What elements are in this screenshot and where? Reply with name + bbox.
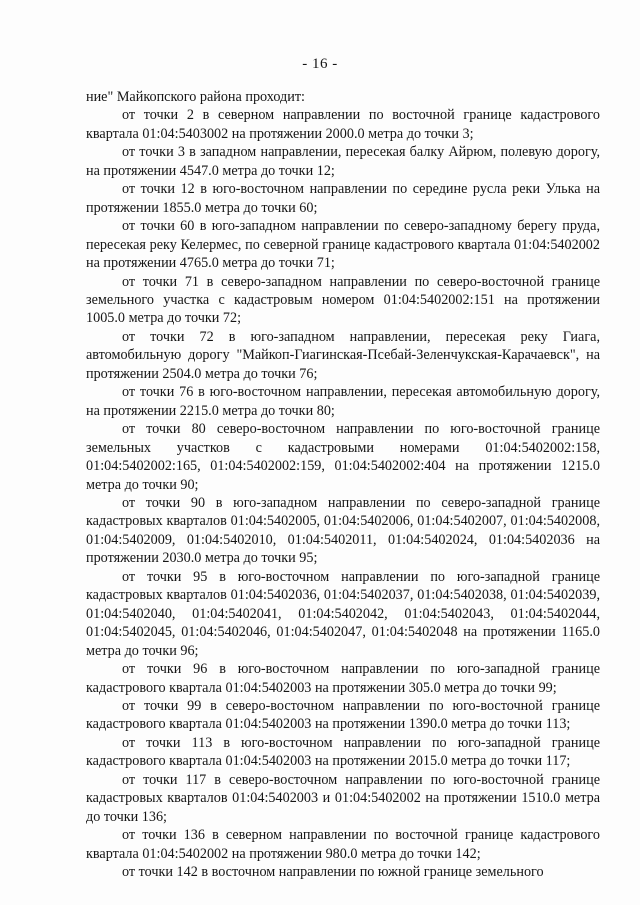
paragraph-point-136: от точки 136 в северном направлении по восточной границе кадастрового квартала 01:04:5402002 на протяжении 980.0 метра до точки 142;	[86, 827, 600, 862]
paragraph-continuation: ние" Майкопского района проходит:	[86, 89, 305, 105]
paragraph-point-96: от точки 96 в юго-восточном направлении по юго-западной границе кадастрового квартала 01:04:5402003 на протяжении 305.0 метра до точки 99;	[86, 661, 600, 696]
paragraph-point-2: от точки 2 в северном направлении по восточной границе кадастрового квартала 01:04:5403002 на протяжении 2000.0 метра до точки 3;	[86, 107, 600, 142]
paragraph-point-12: от точки 12 в юго-восточном направлении по середине русла реки Улька на протяжении 1855.0 метра до точки 60;	[86, 181, 600, 216]
paragraph-point-95: от точки 95 в юго-восточном направлении по юго-западной границе кадастровых кварталов 01:04:5402036, 01:04:5402037, 01:04:5402038, 01:04:5402039, 01:04:5402040, 01:04:5402041, 01:04:5402042, 01:04:5402043, 01:04:5402044, 01:04:5402045, 01:04:5402046, 01:04:5402047, 01:04:5402048 на протяжении 1165.0 метра до точки 96;	[86, 568, 600, 659]
paragraph-point-76: от точки 76 в юго-восточном направлении, пересекая автомобильную дорогу, на протяжении 2215.0 метра до точки 80;	[86, 384, 600, 419]
paragraph-point-113: от точки 113 в юго-восточном направлении по юго-западной границе кадастрового квартала 01:04:5402003 на протяжении 2015.0 метра до точки 117;	[86, 734, 600, 770]
paragraph-point-99: от точки 99 в северо-восточном направлении по юго-восточной границе кадастрового квартала 01:04:5402003 на протяжении 1390.0 метра до точки 113;	[86, 697, 600, 733]
paragraph-point-71: от точки 71 в северо-западном направлении по северо-восточной границе земельного участка с кадастровым номером 01:04:5402002:151 на протяжении 1005.0 метра до точки 72;	[86, 273, 600, 327]
paragraph-point-72: от точки 72 в юго-западном направлении, пересекая реку Гиага, автомобильную дорогу "Майкоп-Гиагинская-Псебай-Зеленчукская-Карачаевск", на протяжении 2504.0 метра до точки 76;	[86, 328, 600, 382]
paragraph-point-3: от точки 3 в западном направлении, пересекая балку Айрюм, полевую дорогу, на протяжении 4547.0 метра до точки 12;	[86, 144, 600, 179]
paragraph-point-142: от точки 142 в восточном направлении по южной границе земельного	[122, 864, 544, 881]
paragraph-point-80: от точки 80 северо-восточном направлении по юго-восточной границе земельных участков с кадастровыми номерами 01:04:5402002:158, 01:04:5402002:165, 01:04:5402002:159, 01:04:5402002:404 на протяжении 1215.0 метра до точки 90;	[86, 421, 600, 493]
paragraph-point-117: от точки 117 в северо-восточном направлении по юго-восточной границе кадастровых кварталов 01:04:5402003 и 01:04:5402002 на протяжении 1510.0 метра до точки 136;	[86, 771, 600, 825]
document-body	[86, 88, 600, 881]
paragraph-point-90: от точки 90 в юго-западном направлении по северо-западной границе кадастровых кварталов 01:04:5402005, 01:04:5402006, 01:04:5402007, 01:04:5402008, 01:04:5402009, 01:04:5402010, 01:04:5402011, 01:04:5402024, 01:04:5402036 на протяжении 2030.0 метра до точки 95;	[86, 494, 600, 567]
page-number: - 16 -	[302, 56, 338, 72]
paragraph-point-60: от точки 60 в юго-западном направлении по северо-западному берегу пруда, пересекая реку Келермес, по северной границе кадастрового квартала 01:04:5402002 на протяжении 4765.0 метра до точки 71;	[86, 218, 600, 272]
